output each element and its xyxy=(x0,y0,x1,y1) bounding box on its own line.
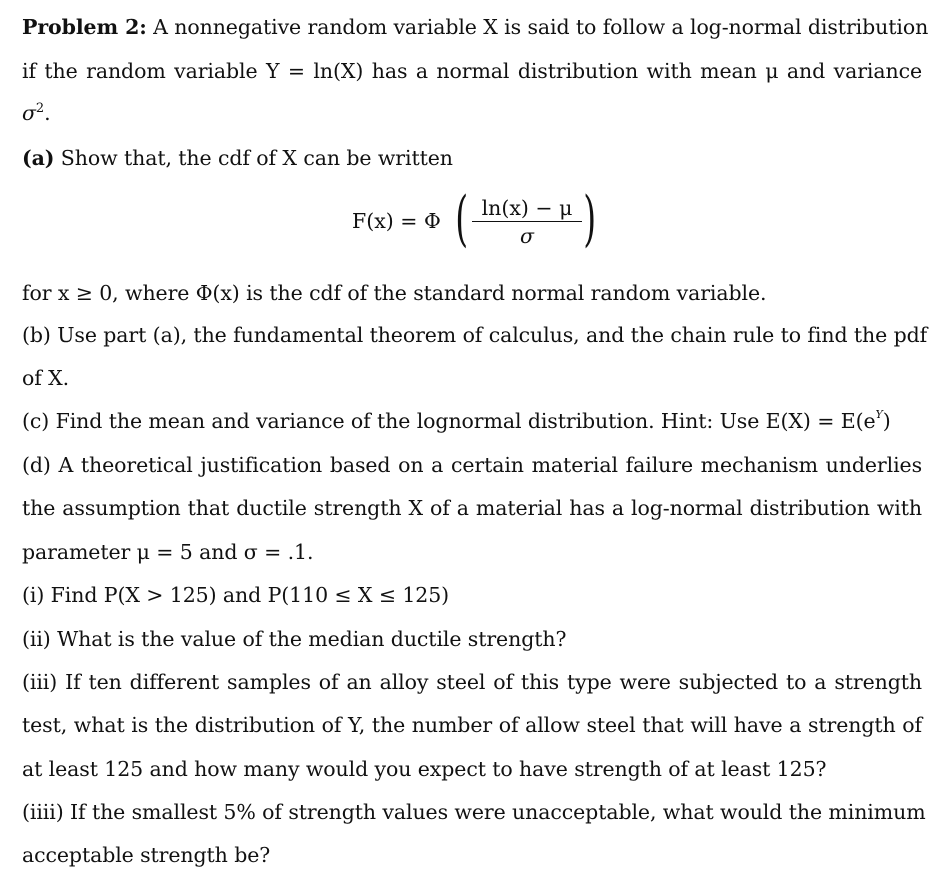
part-d-line-2: the assumption that ductile strength X of a material has a log-normal distribution with xyxy=(22,496,922,520)
part-a-after: for x ≥ 0, where Φ(x) is the cdf of the standard normal random variable. xyxy=(22,281,767,305)
problem-intro-line-1 xyxy=(22,14,929,40)
sigma-symbol: σ xyxy=(22,101,36,125)
part-iiii-line-2: acceptable strength be? xyxy=(22,843,271,867)
part-iii-line-2: test, what is the distribution of Y, the number of allow steel that will have a strength of xyxy=(22,713,922,737)
part-i-text: (i) Find P(X > 125) and P(110 ≤ X ≤ 125) xyxy=(22,583,450,607)
part-ii-text: (ii) What is the value of the median ductile strength? xyxy=(22,627,567,651)
part-b-line-2: of X. xyxy=(22,366,70,390)
intro-text-1: A nonnegative random variable X is said to follow a log-normal distribution xyxy=(146,15,929,39)
equation-denominator: σ xyxy=(520,224,534,248)
problem-intro-line-3 xyxy=(22,100,51,130)
equation-numerator: ln(x) − μ xyxy=(481,196,573,220)
equation-lhs: F(x) = Φ xyxy=(352,209,441,233)
part-c-superscript: Y xyxy=(875,408,883,421)
squared-superscript: 2 xyxy=(35,101,45,116)
left-paren: ( xyxy=(455,184,469,254)
part-b-line-1: (b) Use part (a), the fundamental theorem of calculus, and the chain rule to find the pdf xyxy=(22,323,928,347)
part-c-main: (c) Find the mean and variance of the lognormal distribution. Hint: Use E(X) = E(e xyxy=(22,409,876,433)
part-a-label: (a) xyxy=(22,146,55,170)
part-c-end: ) xyxy=(882,409,891,433)
fraction-bar xyxy=(472,221,582,222)
intro-period: . xyxy=(44,101,51,125)
problem-intro-line-2: if the random variable Y = ln(X) has a normal distribution with mean μ and variance xyxy=(22,59,922,83)
problem-label: Problem 2: xyxy=(22,15,147,39)
part-a-text: Show that, the cdf of X can be written xyxy=(54,146,453,170)
part-iii-line-3: at least 125 and how many would you expect to have strength of at least 125? xyxy=(22,757,827,781)
equation-fraction xyxy=(472,196,582,248)
part-c-text xyxy=(22,408,891,438)
part-d-line-3: parameter μ = 5 and σ = .1. xyxy=(22,540,314,564)
part-a-prompt xyxy=(22,145,453,171)
part-d-line-1: (d) A theoretical justification based on a certain material failure mechanism underlies xyxy=(22,453,922,477)
part-iiii-line-1: (iiii) If the smallest 5% of strength values were unacceptable, what would the minimum xyxy=(22,800,926,824)
right-paren: ) xyxy=(583,184,597,254)
part-iii-line-1: (iii) If ten different samples of an alloy steel of this type were subjected to a strength xyxy=(22,670,922,694)
